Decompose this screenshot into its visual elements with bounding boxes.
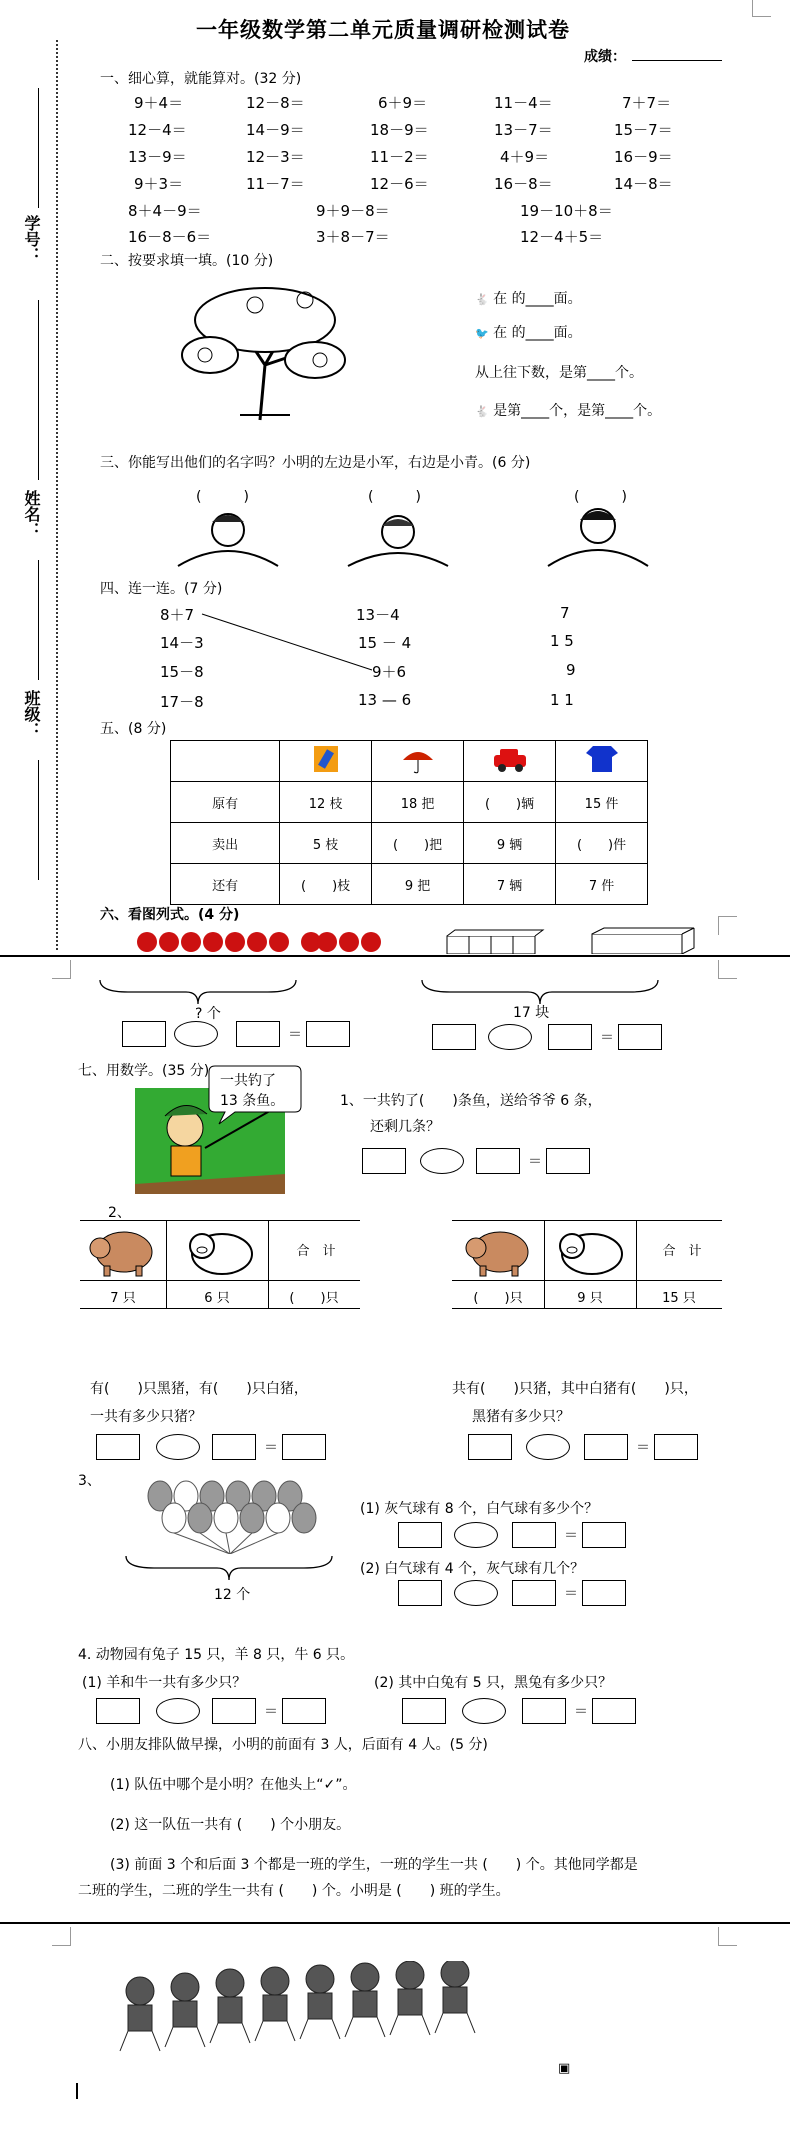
answer-box[interactable] bbox=[402, 1698, 446, 1724]
equation: 9＋3＝ bbox=[134, 175, 184, 193]
operator-oval[interactable] bbox=[454, 1522, 498, 1548]
section-8-item: (3) 前面 3 个和后面 3 个都是一班的学生，一班的学生一共 ( ) 个。其他同学都是 bbox=[110, 1857, 638, 1873]
question-2-right: 黑猪有多少只？ bbox=[472, 1409, 570, 1425]
answer-box[interactable] bbox=[512, 1580, 556, 1606]
equals-sign: ＝ bbox=[564, 1528, 578, 1544]
section-2-line: 🐇 在 的____面。 bbox=[475, 291, 582, 307]
equation: 12－3＝ bbox=[246, 148, 305, 166]
section-4-heading: 四、连一连。(7 分) bbox=[100, 581, 223, 597]
apples-illustration bbox=[315, 930, 395, 954]
equation: 16－8＝ bbox=[494, 175, 553, 193]
equation: 19－10＋8＝ bbox=[520, 202, 613, 220]
bubble-text: 13 条鱼。 bbox=[220, 1093, 285, 1109]
equation: 3＋8－7＝ bbox=[316, 228, 390, 246]
pig-table-left bbox=[80, 1220, 360, 1310]
equation: 11－7＝ bbox=[246, 175, 305, 193]
table-row bbox=[171, 864, 648, 905]
table-row bbox=[171, 782, 648, 823]
operator-oval[interactable] bbox=[454, 1580, 498, 1606]
student-number-label: 学号： bbox=[22, 215, 41, 263]
answer-box[interactable] bbox=[618, 1024, 662, 1050]
answer-box[interactable] bbox=[362, 1148, 406, 1174]
table-divider bbox=[452, 1308, 722, 1309]
answer-box[interactable] bbox=[582, 1580, 626, 1606]
operator-oval[interactable] bbox=[462, 1698, 506, 1724]
bubble-text: 一共钓了 bbox=[220, 1073, 276, 1089]
equals-sign: ＝ bbox=[636, 1440, 650, 1456]
table-cell[interactable]: ( )枝 bbox=[280, 864, 372, 905]
side-underline bbox=[38, 560, 39, 680]
corner-mark bbox=[718, 960, 737, 979]
answer-box[interactable] bbox=[96, 1434, 140, 1460]
answer-box[interactable] bbox=[306, 1021, 350, 1047]
black-pig-icon bbox=[464, 1224, 534, 1278]
table-divider bbox=[452, 1220, 722, 1221]
score-label: 成绩： bbox=[584, 46, 722, 66]
children-illustration bbox=[168, 508, 688, 570]
equation: 14－8＝ bbox=[614, 175, 673, 193]
equation: 16－9＝ bbox=[614, 148, 673, 166]
equation: 9＋4＝ bbox=[134, 94, 184, 112]
section-8-item: 二班的学生，二班的学生一共有 ( ) 个。小明是 ( ) 班的学生。 bbox=[78, 1883, 510, 1899]
white-pig-icon bbox=[180, 1224, 260, 1278]
corner-mark bbox=[52, 960, 71, 979]
answer-box[interactable] bbox=[468, 1434, 512, 1460]
section-5-heading: 五、(8 分) bbox=[100, 721, 167, 737]
equals-sign: ＝ bbox=[264, 1704, 278, 1720]
binding-line bbox=[56, 40, 58, 950]
equation: 12－4＋5＝ bbox=[520, 228, 604, 246]
children-queue-illustration bbox=[110, 1961, 530, 2056]
question-3b: (2) 白气球有 4 个，灰气球有几个？ bbox=[360, 1561, 585, 1577]
total-label: 合 计 bbox=[662, 1244, 702, 1259]
answer-box[interactable] bbox=[592, 1698, 636, 1724]
side-underline bbox=[38, 300, 39, 480]
match-item[interactable]: 15 － 4 bbox=[358, 634, 412, 652]
equals-sign: ＝ bbox=[528, 1154, 542, 1170]
equation: 14－9＝ bbox=[246, 121, 305, 139]
corner-mark bbox=[52, 1927, 71, 1946]
answer-box[interactable] bbox=[122, 1021, 166, 1047]
question-3a: (1) 灰气球有 8 个，白气球有多少个？ bbox=[360, 1501, 599, 1517]
question-2-label: 2、 bbox=[108, 1205, 131, 1221]
equation: 12－4＝ bbox=[128, 121, 187, 139]
section-8-item: (2) 这一队伍一共有 ( ) 个小朋友。 bbox=[110, 1817, 351, 1833]
answer-box[interactable] bbox=[398, 1580, 442, 1606]
equation: 11－4＝ bbox=[494, 94, 553, 112]
apples-illustration bbox=[135, 930, 335, 954]
equals-sign: ＝ bbox=[600, 1030, 614, 1046]
answer-box[interactable] bbox=[654, 1434, 698, 1460]
page-title: 一年级数学第二单元质量调研检测试卷 bbox=[196, 17, 570, 42]
student-name-label: 姓名： bbox=[22, 490, 41, 538]
clipboard-icon[interactable]: ▣ bbox=[558, 2061, 571, 2076]
table-divider bbox=[80, 1280, 360, 1281]
name-blank: ( ) bbox=[196, 489, 249, 505]
match-item[interactable]: 8＋7 bbox=[160, 606, 195, 624]
name-blank: ( ) bbox=[574, 489, 627, 505]
table-cell: 15 只 bbox=[662, 1291, 696, 1306]
question-2-right: 共有( )只猪，其中白猪有( )只， bbox=[452, 1381, 698, 1397]
section-6-heading: 六、看图列式。(4 分) bbox=[100, 907, 240, 923]
umbrella-icon bbox=[372, 741, 464, 782]
match-item[interactable]: 14－3 bbox=[160, 634, 204, 652]
answer-box[interactable] bbox=[584, 1434, 628, 1460]
question-4: 4. 动物园有兔子 15 只，羊 8 只，牛 6 只。 bbox=[78, 1647, 355, 1663]
blocks-illustration bbox=[445, 928, 565, 954]
match-line bbox=[200, 612, 400, 672]
corner-mark bbox=[752, 0, 771, 17]
table-cell: 5 枝 bbox=[280, 823, 372, 864]
section-2-line: 🐦 在 的____面。 bbox=[475, 325, 582, 341]
answer-box[interactable] bbox=[522, 1698, 566, 1724]
page-break bbox=[0, 955, 790, 957]
table-cell: 12 枝 bbox=[280, 782, 372, 823]
equation: 6＋9＝ bbox=[378, 94, 428, 112]
question-1: 还剩几条？ bbox=[370, 1119, 440, 1135]
operator-oval[interactable] bbox=[488, 1024, 532, 1050]
table-row bbox=[171, 741, 648, 782]
match-item[interactable]: 1 1 bbox=[550, 691, 574, 709]
page-break bbox=[0, 1922, 790, 1924]
match-item[interactable]: 9 bbox=[566, 661, 576, 679]
answer-box[interactable] bbox=[212, 1434, 256, 1460]
match-item[interactable]: 1 5 bbox=[550, 632, 574, 650]
table-cell[interactable]: ( )只 bbox=[289, 1291, 339, 1306]
operator-oval[interactable] bbox=[174, 1021, 218, 1047]
section-2-heading: 二、按要求填一填。(10 分) bbox=[100, 253, 274, 269]
brace-label: 12 个 bbox=[214, 1587, 251, 1603]
brace-label: ? 个 bbox=[195, 1006, 221, 1022]
match-item[interactable]: 13－4 bbox=[356, 606, 400, 624]
equals-sign: ＝ bbox=[564, 1586, 578, 1602]
question-3-label: 3、 bbox=[78, 1473, 101, 1489]
operator-oval[interactable] bbox=[526, 1434, 570, 1460]
answer-box[interactable] bbox=[212, 1698, 256, 1724]
table-cell: 还有 bbox=[171, 864, 280, 905]
table-divider bbox=[452, 1280, 722, 1281]
class-label: 班级： bbox=[22, 690, 41, 738]
section-1-heading: 一、细心算，就能算对。(32 分) bbox=[100, 71, 302, 87]
equals-sign: ＝ bbox=[288, 1027, 302, 1043]
equation: 12－8＝ bbox=[246, 94, 305, 112]
question-1: 1、一共钓了( )条鱼，送给爷爷 6 条， bbox=[340, 1093, 602, 1109]
answer-box[interactable] bbox=[476, 1148, 520, 1174]
answer-box[interactable] bbox=[512, 1522, 556, 1548]
shirt-icon bbox=[556, 741, 648, 782]
operator-oval[interactable] bbox=[156, 1698, 200, 1724]
corner-mark bbox=[718, 916, 737, 935]
table-cell: 6 只 bbox=[204, 1291, 230, 1306]
answer-box[interactable] bbox=[398, 1522, 442, 1548]
question-2-left: 有( )只黑猪，有( )只白猪， bbox=[90, 1381, 308, 1397]
operator-oval[interactable] bbox=[420, 1148, 464, 1174]
answer-box[interactable] bbox=[282, 1698, 326, 1724]
table-cell: 9 把 bbox=[372, 864, 464, 905]
answer-box[interactable] bbox=[546, 1148, 590, 1174]
equals-sign: ＝ bbox=[264, 1440, 278, 1456]
equation: 4＋9＝ bbox=[500, 148, 550, 166]
pencil-icon bbox=[280, 741, 372, 782]
table-cell[interactable]: ( )件 bbox=[556, 823, 648, 864]
answer-box[interactable] bbox=[96, 1698, 140, 1724]
section-2-line: 🐇 是第____个，是第____个。 bbox=[475, 403, 662, 419]
equation: 7＋7＝ bbox=[622, 94, 672, 112]
match-item[interactable]: 7 bbox=[560, 604, 570, 622]
white-pig-icon bbox=[550, 1224, 630, 1278]
page-3 bbox=[0, 1925, 790, 2130]
table-cell: 7 只 bbox=[110, 1291, 136, 1306]
table-cell bbox=[171, 741, 280, 782]
pig-table-right bbox=[452, 1220, 722, 1310]
table-cell: 9 辆 bbox=[464, 823, 556, 864]
box-illustration bbox=[590, 926, 700, 954]
table-cell: 卖出 bbox=[171, 823, 280, 864]
text-cursor bbox=[76, 2083, 78, 2099]
name-blank: ( ) bbox=[368, 489, 421, 505]
brace-label: 17 块 bbox=[513, 1005, 550, 1021]
side-underline bbox=[38, 88, 39, 208]
black-pig-icon bbox=[88, 1224, 158, 1278]
answer-box[interactable] bbox=[236, 1021, 280, 1047]
equals-sign: ＝ bbox=[574, 1704, 588, 1720]
section-2-line: 从上往下数，是第____个。 bbox=[475, 365, 643, 381]
equation: 11－2＝ bbox=[370, 148, 429, 166]
table-cell[interactable]: ( )只 bbox=[473, 1291, 523, 1306]
question-4a: (1) 羊和牛一共有多少只？ bbox=[82, 1675, 247, 1691]
section-8-heading: 八、小朋友排队做早操，小明的前面有 3 人，后面有 4 人。(5 分) bbox=[78, 1737, 488, 1753]
balloons-illustration bbox=[140, 1478, 330, 1554]
tree-animals-illustration bbox=[165, 275, 375, 425]
table-divider bbox=[80, 1308, 360, 1309]
car-icon bbox=[464, 741, 556, 782]
page-2 bbox=[0, 958, 790, 1920]
question-4b: (2) 其中白兔有 5 只，黑兔有多少只？ bbox=[374, 1675, 613, 1691]
section-8-item: (1) 队伍中哪个是小明？在他头上“✓”。 bbox=[110, 1777, 357, 1793]
table-cell[interactable]: ( )辆 bbox=[464, 782, 556, 823]
equation: 9＋9－8＝ bbox=[316, 202, 390, 220]
table-cell: 7 辆 bbox=[464, 864, 556, 905]
brace bbox=[124, 1554, 334, 1584]
match-item[interactable]: 9＋6 bbox=[372, 663, 407, 681]
table-cell: 15 件 bbox=[556, 782, 648, 823]
table-cell: 18 把 bbox=[372, 782, 464, 823]
table-cell: 9 只 bbox=[577, 1291, 603, 1306]
match-item[interactable]: 15－8 bbox=[160, 663, 204, 681]
equation: 13－9＝ bbox=[128, 148, 187, 166]
equation: 8＋4－9＝ bbox=[128, 202, 202, 220]
equation: 13－7＝ bbox=[494, 121, 553, 139]
answer-box[interactable] bbox=[582, 1522, 626, 1548]
section-3-heading: 三、你能写出他们的名字吗？小明的左边是小军，右边是小青。(6 分) bbox=[100, 455, 531, 471]
question-2-left: 一共有多少只猪？ bbox=[90, 1409, 202, 1425]
corner-mark bbox=[718, 1927, 737, 1946]
total-label: 合 计 bbox=[296, 1244, 336, 1259]
operator-oval[interactable] bbox=[156, 1434, 200, 1460]
side-underline bbox=[38, 760, 39, 880]
page-1 bbox=[0, 0, 790, 955]
answer-box[interactable] bbox=[282, 1434, 326, 1460]
answer-box[interactable] bbox=[432, 1024, 476, 1050]
table-row bbox=[171, 823, 648, 864]
inventory-table bbox=[170, 740, 648, 905]
table-divider bbox=[80, 1220, 360, 1221]
equation: 16－8－6＝ bbox=[128, 228, 212, 246]
table-cell[interactable]: ( )把 bbox=[372, 823, 464, 864]
equation: 12－6＝ bbox=[370, 175, 429, 193]
table-cell: 原有 bbox=[171, 782, 280, 823]
table-cell: 7 件 bbox=[556, 864, 648, 905]
equation: 15－7＝ bbox=[614, 121, 673, 139]
section-7-heading: 七、用数学。(35 分) bbox=[78, 1063, 210, 1079]
match-item[interactable]: 13 — 6 bbox=[358, 691, 412, 709]
equation: 18－9＝ bbox=[370, 121, 429, 139]
answer-box[interactable] bbox=[548, 1024, 592, 1050]
match-item[interactable]: 17－8 bbox=[160, 693, 204, 711]
